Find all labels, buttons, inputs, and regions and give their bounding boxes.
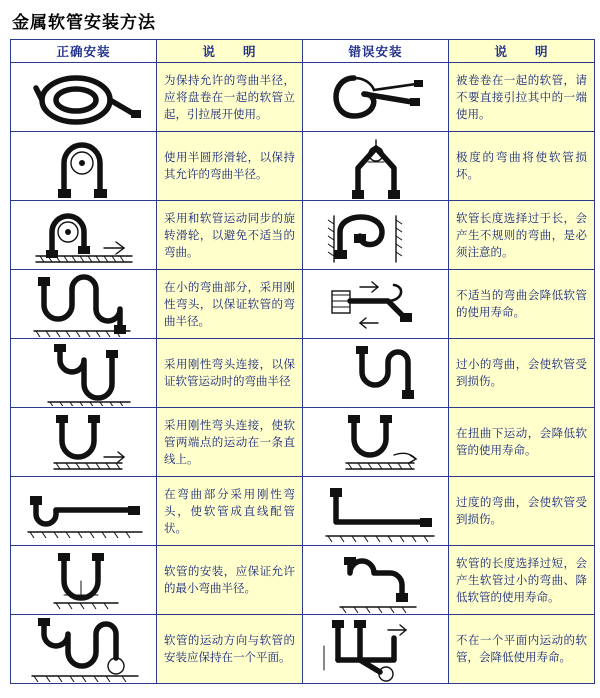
table-body bbox=[11, 63, 595, 684]
out-of-plane-motion-icon bbox=[303, 615, 449, 684]
wrong-description-cell bbox=[449, 63, 595, 132]
table-header-row bbox=[11, 40, 595, 63]
min-bend-radius-loop-icon bbox=[11, 546, 157, 615]
rigid-elbow-connection-icon bbox=[11, 339, 157, 408]
excessive-bend-damage-icon bbox=[303, 477, 449, 546]
correct-description-cell bbox=[157, 477, 303, 546]
wrong-description: 不适当的弯曲会降低软管的使用寿命。 bbox=[456, 288, 587, 319]
correct-description: 为保持允许的弯曲半径，应将盘卷在一起的软管立起，引拉展开使用。 bbox=[164, 72, 295, 121]
rigid-bend-small-radius-icon bbox=[11, 270, 157, 339]
wrong-description: 软管长度选择过于长，会产生不规则的弯曲，是必须注意的。 bbox=[456, 210, 587, 259]
correct-description: 使用半圆形滑轮，以保持其允许的弯曲半径。 bbox=[164, 150, 295, 181]
sharp-bend-pulley-icon bbox=[303, 132, 449, 201]
header-wrong-desc: 说 明 bbox=[449, 40, 595, 63]
wrong-description-cell bbox=[449, 477, 595, 546]
installation-method-table bbox=[10, 39, 595, 684]
coiled-hose-pulled-icon bbox=[303, 63, 449, 132]
wrong-description: 过小的弯曲，会使软管受到损伤。 bbox=[456, 357, 587, 388]
wrong-description: 软管的长度选择过短，会产生软管过小的弯曲、降低软管的使用寿命。 bbox=[456, 555, 587, 604]
table-row bbox=[11, 477, 595, 546]
long-hose-irregular-bend-icon bbox=[303, 201, 449, 270]
correct-description: 软管的运动方向与软管的安装应保持在一个平面。 bbox=[164, 633, 295, 664]
correct-description-cell bbox=[157, 408, 303, 477]
too-small-bend-damage-icon bbox=[303, 339, 449, 408]
correct-description-cell bbox=[157, 546, 303, 615]
correct-description: 采用和软管运动同步的旋转滑轮，以避免不适当的弯曲。 bbox=[164, 210, 295, 259]
table-row bbox=[11, 63, 595, 132]
header-correct-desc: 说 明 bbox=[157, 40, 303, 63]
straight-pipe-elbow-icon bbox=[11, 477, 157, 546]
wrong-description-cell bbox=[449, 339, 595, 408]
table-header bbox=[11, 40, 595, 63]
rotating-pulley-sync-icon bbox=[11, 201, 157, 270]
same-plane-motion-icon bbox=[11, 615, 157, 684]
wrong-description-cell bbox=[449, 615, 595, 684]
table-row bbox=[11, 270, 595, 339]
correct-description: 在弯曲部分采用刚性弯头，使软管成直线配管状。 bbox=[164, 486, 295, 535]
correct-description: 采用刚性弯头连接，使软管两端点的运动在一条直线上。 bbox=[164, 417, 295, 466]
wrong-description-cell bbox=[449, 546, 595, 615]
correct-description: 在小的弯曲部分，采用刚性弯头，以保证软管的弯曲半径。 bbox=[164, 279, 295, 328]
table-row bbox=[11, 546, 595, 615]
wrong-description: 过度的弯曲，会使软管受到损伤。 bbox=[456, 495, 587, 526]
wrong-description: 在扭曲下运动，会降低软管的使用寿命。 bbox=[456, 426, 587, 457]
wrong-description: 不在一个平面内运动的软管，会降低使用寿命。 bbox=[456, 633, 587, 664]
coiled-hose-standing-icon bbox=[11, 63, 157, 132]
correct-description-cell bbox=[157, 201, 303, 270]
correct-description-cell bbox=[157, 339, 303, 408]
header-wrong-install: 错误安装 bbox=[303, 40, 449, 63]
wrong-description-cell bbox=[449, 408, 595, 477]
half-round-pulley-icon bbox=[11, 132, 157, 201]
page-title: 金属软管安装方法 bbox=[12, 13, 156, 33]
table-row bbox=[11, 201, 595, 270]
twist-motion-u-bend-icon bbox=[303, 408, 449, 477]
correct-description-cell bbox=[157, 270, 303, 339]
table-row bbox=[11, 339, 595, 408]
wrong-description-cell bbox=[449, 201, 595, 270]
correct-description-cell bbox=[157, 615, 303, 684]
correct-description: 软管的安装，应保证允许的最小弯曲半径。 bbox=[164, 564, 295, 595]
wrong-description: 极度的弯曲将使软管损坏。 bbox=[456, 150, 587, 181]
correct-description: 采用刚性弯头连接，以保证软管运动时的弯曲半径 bbox=[164, 357, 295, 388]
correct-description-cell bbox=[157, 132, 303, 201]
table-row bbox=[11, 615, 595, 684]
table-row bbox=[11, 408, 595, 477]
wrong-description-cell bbox=[449, 270, 595, 339]
wrong-description: 被卷卷在一起的软管，请不要直接引拉其中的一端使用。 bbox=[456, 72, 587, 121]
u-bend-straight-line-icon bbox=[11, 408, 157, 477]
correct-description-cell bbox=[157, 63, 303, 132]
too-short-hose-bend-icon bbox=[303, 546, 449, 615]
header-correct-install: 正确安装 bbox=[11, 40, 157, 63]
wrong-description-cell bbox=[449, 132, 595, 201]
improper-bend-short-life-icon bbox=[303, 270, 449, 339]
table-row bbox=[11, 132, 595, 201]
